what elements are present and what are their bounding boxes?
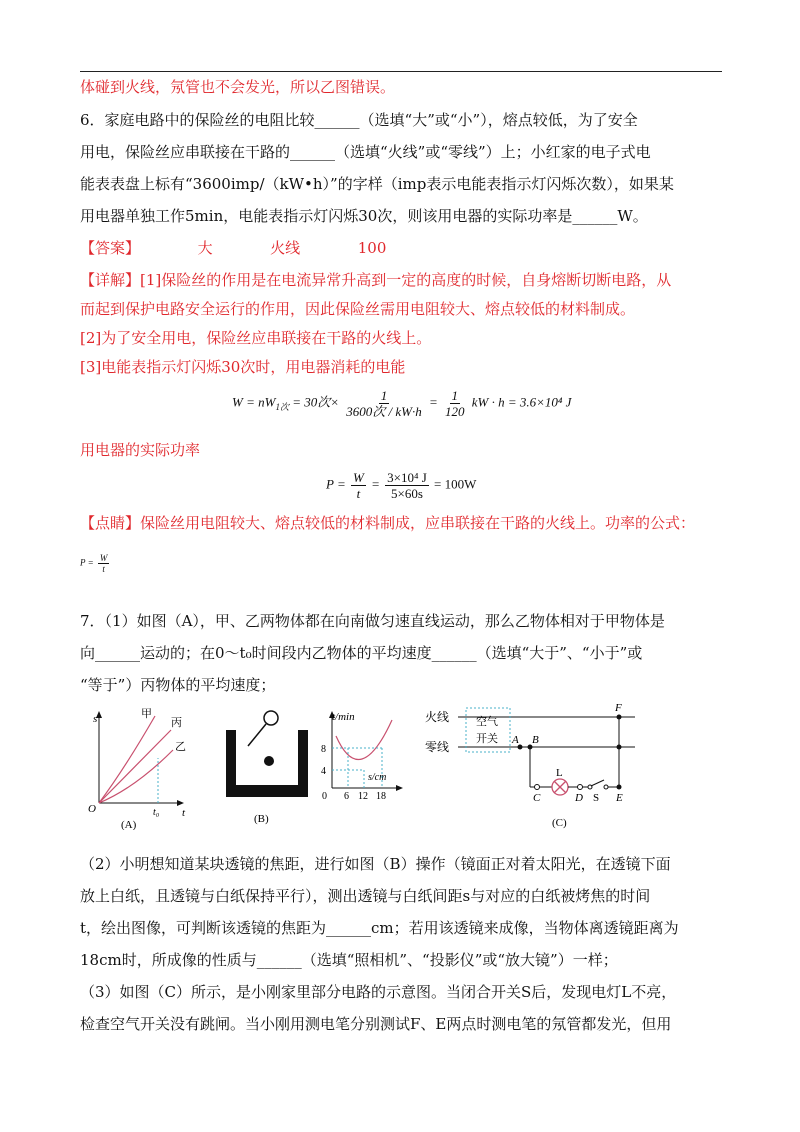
figure-a-yi-label: 乙: [175, 741, 186, 753]
air-switch-label-1: 空气: [476, 716, 498, 728]
focus-curve: [336, 720, 392, 760]
comment-label: 【点睛】: [80, 514, 141, 532]
q7-part3-line-2: 检查空气开关没有跳闸。当小刚用测电笔分别测试F、E两点时测电笔的氖管都发光，但用: [80, 1015, 672, 1033]
equation-energy: $W = nW_{1次} = 30$次× $\frac{1}{\text{3600次 / kW·h}}$ = $\frac{1}{120}$ kW · h = 3.6×10⁴ J: [232, 388, 572, 419]
figure-a-origin: O: [88, 803, 96, 815]
detail-line-3: [2]为了安全用电，保险丝应串联接在干路的火线上。: [80, 329, 432, 347]
q7-part2-line-3: t，绘出图像，可判断该透镜的焦距为______cm；若用该透镜来成像，当物体离透镜距离为: [80, 919, 679, 937]
figure-a-bing-label: 丙: [171, 717, 182, 729]
header-rule: [80, 71, 722, 72]
power-label: 用电器的实际功率: [80, 441, 201, 459]
detail-line-1: 【详解】[1]保险丝的作用是在电流异常升高到一定的高度的时候，自身熔断切断电路，从: [80, 271, 672, 289]
q7-line-3: “等于”）丙物体的平均速度；: [80, 676, 276, 694]
lens-handle: [248, 724, 266, 746]
power-formula: P = $\frac{W}{t}$: [80, 553, 108, 574]
q7-part2-line-4: 18cm时，所成像的性质与______（选填“照相机”、“投影仪”或“放大镜”）一样；: [80, 951, 618, 969]
curve-yi: [99, 750, 173, 803]
q7-line-1: 7．（1）如图（A），甲、乙两物体都在向南做匀速直线运动，那么乙物体相对于甲物体是: [80, 612, 665, 630]
figure-a-s-label: s: [93, 713, 98, 725]
detail-label: 【详解】: [80, 271, 141, 289]
answer-3: 100: [357, 239, 387, 257]
answer-label: 【答案】: [80, 239, 141, 257]
air-switch-label-2: 开关: [476, 733, 498, 745]
q6-line-3: 能表表盘上标有“3600imp/（kW•h）”的字样（imp表示电能表指示灯闪烁次数），如果某: [80, 175, 674, 193]
figure-a-caption: (A): [121, 819, 137, 830]
figure-b-x-label: s/cm: [368, 772, 387, 783]
figure-b-graph: [312, 708, 408, 800]
q6-line-2: 用电，保险丝应串联接在干路的______（选填“火线”或“零线”）上；小红家的电子式电: [80, 143, 651, 161]
figure-c-caption: (C): [552, 817, 567, 829]
detail-line-4: [3]电能表指示灯闪烁30次时，用电器消耗的电能: [80, 358, 406, 376]
q6-answer-row: [80, 238, 386, 258]
point-c-label: C: [533, 792, 541, 804]
figure-c-circuit: [420, 700, 645, 830]
y-tick-4: 4: [321, 766, 326, 777]
lamp-label: L: [556, 767, 563, 779]
figure-b-apparatus: [222, 710, 314, 828]
live-wire-label: 火线: [425, 710, 450, 724]
air-switch-box: [466, 708, 510, 752]
y-tick-8: 8: [321, 744, 326, 755]
burn-spot: [264, 756, 274, 766]
point-f-label: F: [615, 702, 622, 714]
answer-2: 火线: [270, 239, 301, 257]
figure-b-origin: 0: [322, 791, 327, 800]
line-bing: [99, 730, 171, 803]
neutral-wire-label: 零线: [425, 740, 450, 754]
x-tick-18: 18: [376, 791, 386, 800]
q7-part2-line-2: 放上白纸，且透镜与白纸保持平行），测出透镜与白纸间距s与对应的白纸被烤焦的时间: [80, 887, 651, 905]
previous-answer-tail: 体碰到火线，氖管也不会发光，所以乙图错误。: [80, 78, 396, 96]
comment-line: 【点睛】保险丝用电阻较大、熔点较低的材料制成，应串联接在干路的火线上。功率的公式：: [80, 514, 696, 532]
switch-label: S: [593, 792, 600, 804]
point-e-label: E: [616, 792, 623, 804]
magnifying-lens: [264, 711, 278, 725]
answer-1: 大: [197, 239, 213, 257]
figure-a-motion-graph: [85, 708, 195, 830]
figure-a-jia-label: 甲: [141, 708, 152, 720]
q7-part2-line-1: （2）小明想知道某块透镜的焦距，进行如图（B）操作（镜面正对着太阳光，在透镜下面: [80, 855, 671, 873]
point-b-label: B: [532, 734, 539, 746]
equation-power: P = $\frac{W}{t}$ = $\frac{\text{3×10⁴ J}}{5\times 60s}$ = 100W: [326, 470, 477, 501]
detail-line-2: 而起到保护电路安全运行的作用，因此保险丝需用电阻较大、熔点较低的材料制成。: [80, 300, 636, 318]
switch-icon: [591, 780, 604, 786]
q7-line-2: 向______运动的；在0～t₀时间段内乙物体的平均速度______（选填“大于”、“小于”或: [80, 644, 643, 662]
q7-part3-line-1: （3）如图（C）所示，是小刚家里部分电路的示意图。当闭合开关S后，发现电灯L不亮，: [80, 983, 677, 1001]
figure-a-t0-label: t₀: [153, 807, 160, 818]
point-d-label: D: [575, 792, 583, 804]
figure-b-caption: (B): [254, 813, 269, 825]
x-tick-12: 12: [358, 791, 368, 800]
q6-line-4: 用电器单独工作5min，电能表指示灯闪烁30次，则该用电器的实际功率是______W。: [80, 207, 648, 225]
curve-jia: [99, 716, 155, 803]
figure-a-t-label: t: [182, 807, 186, 819]
q6-line-1: 6．家庭电路中的保险丝的电阻比较______（选填“大”或“小”），熔点较低，为了安全: [80, 111, 638, 129]
x-tick-6: 6: [344, 791, 349, 800]
point-a-label: A: [512, 734, 519, 746]
figure-b-y-label: t/min: [332, 711, 355, 723]
